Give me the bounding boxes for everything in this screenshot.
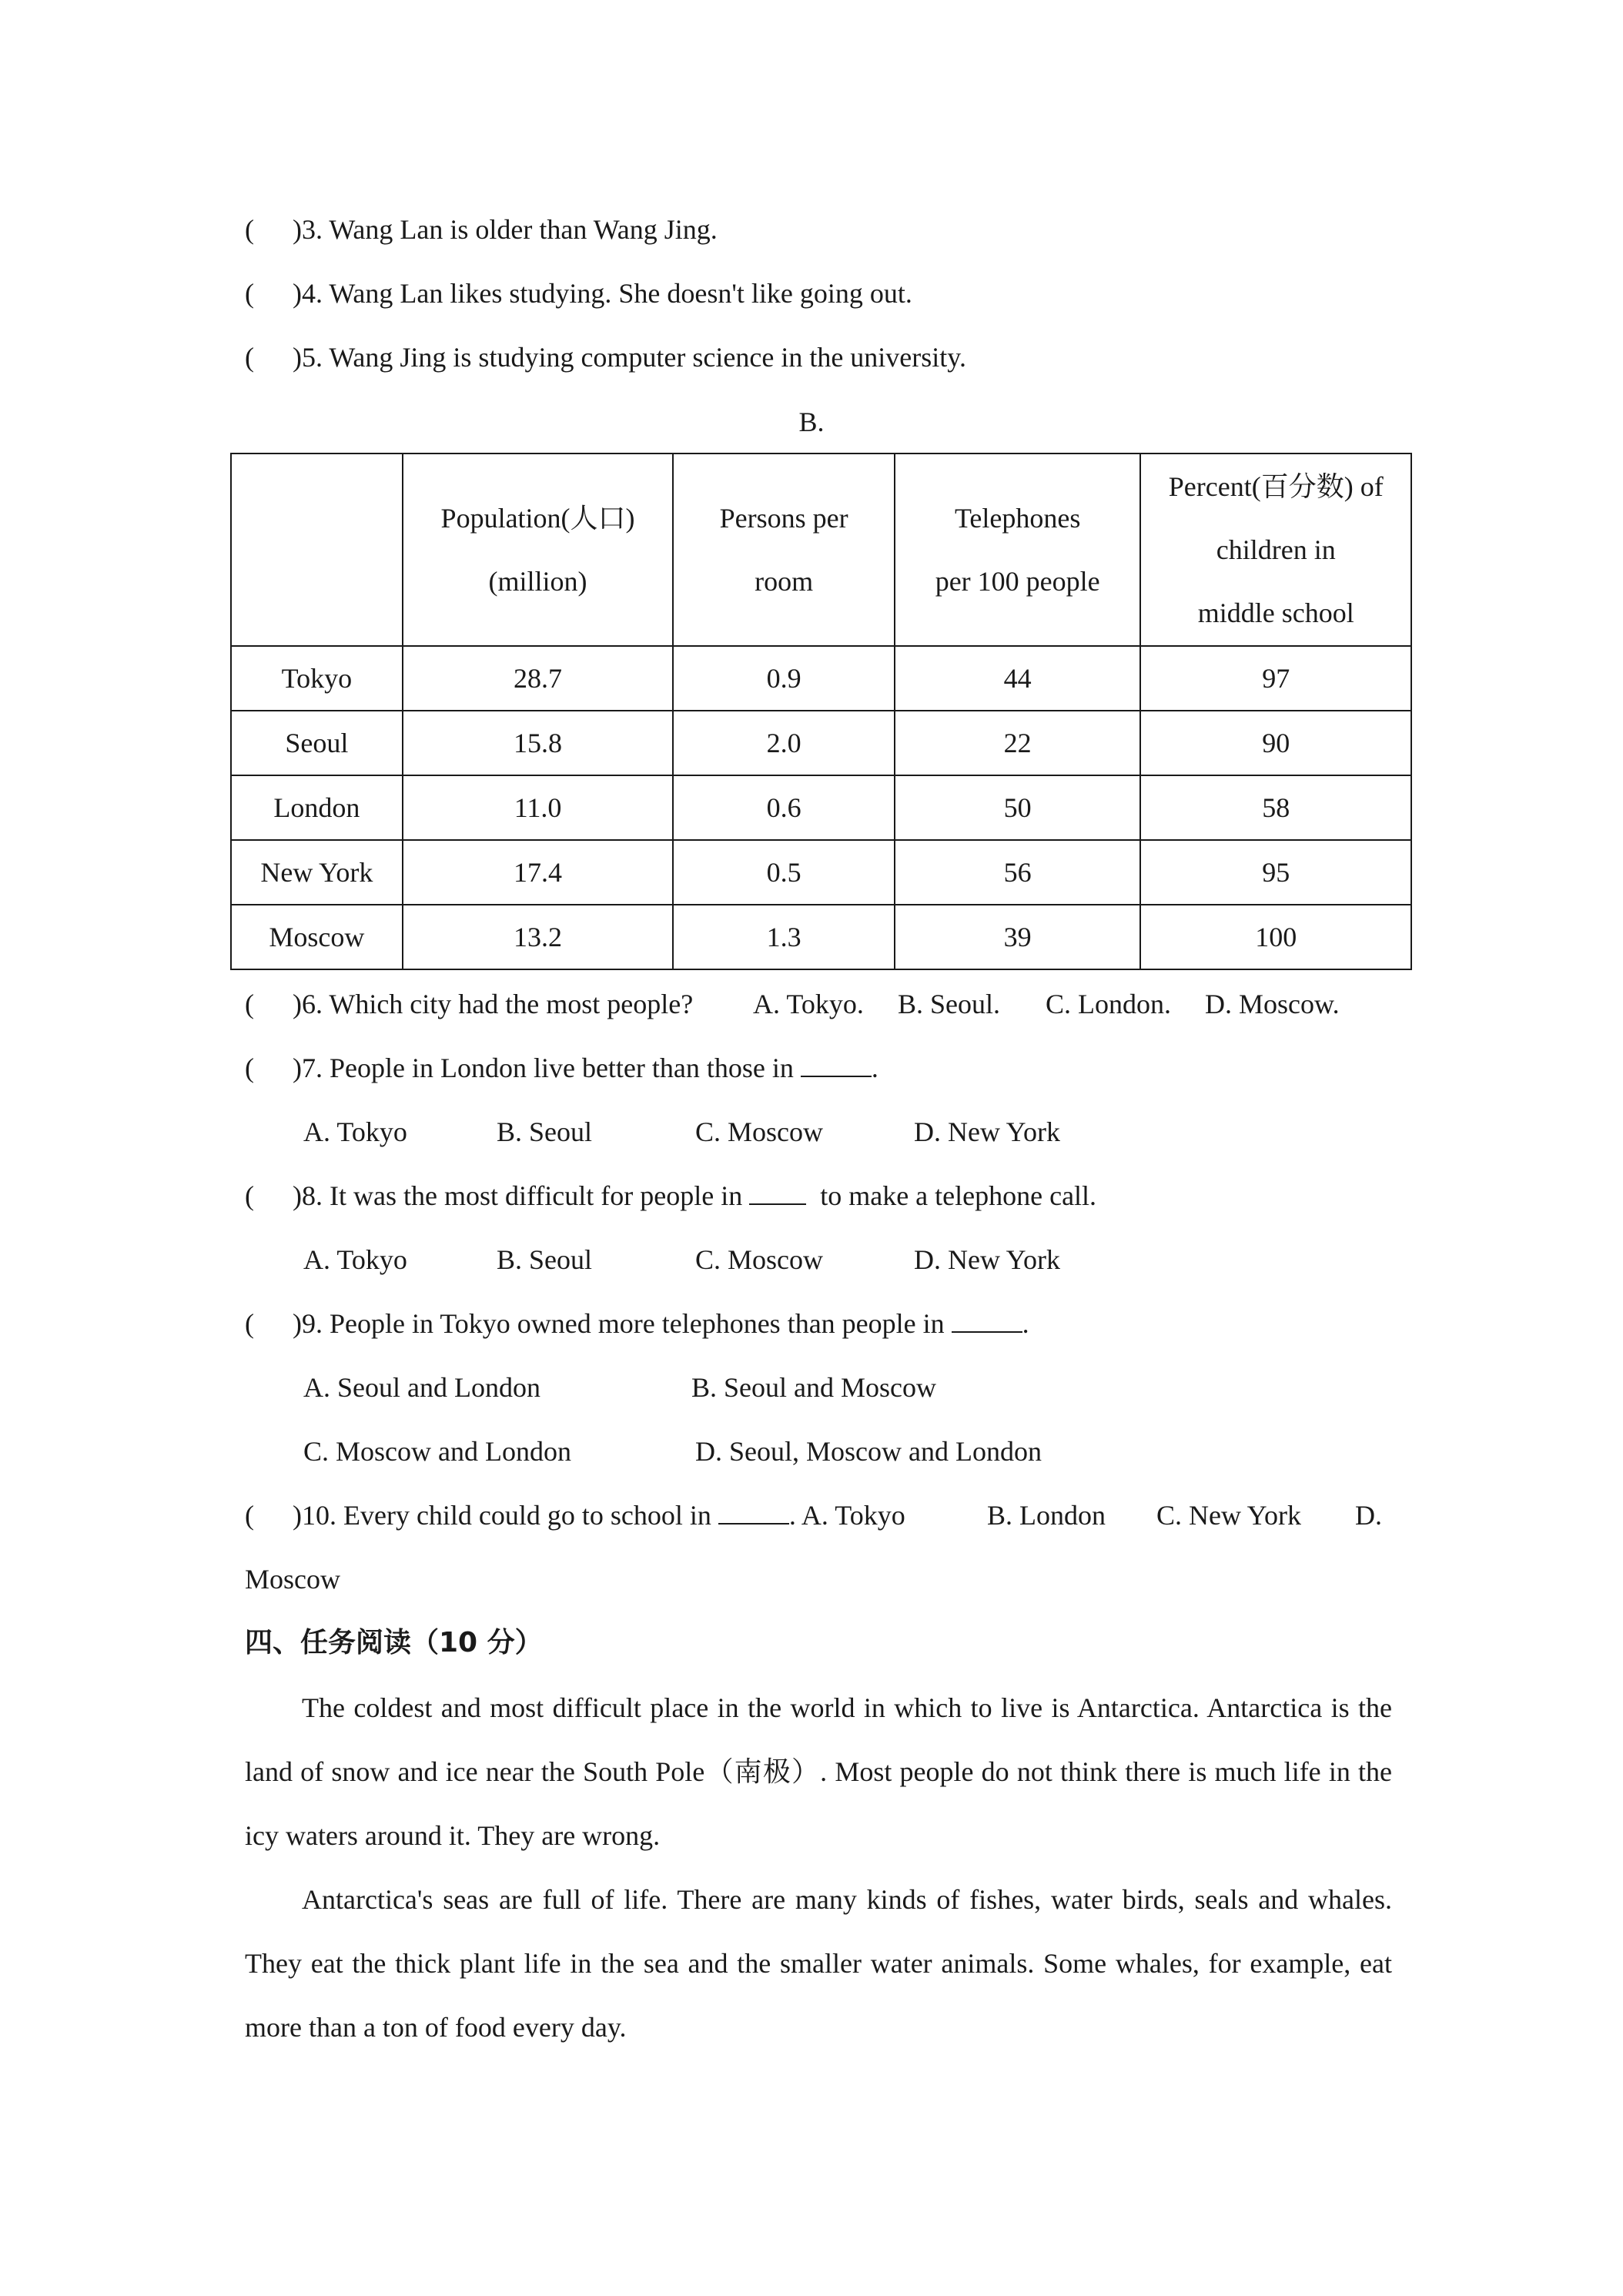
table-cell: 15.8 <box>403 711 674 775</box>
table-cell: 50 <box>895 775 1141 840</box>
table-row <box>231 905 1411 969</box>
question-text: )7. People in London live better than those in <box>293 1053 794 1083</box>
answer-paren[interactable]: ( <box>245 1500 254 1531</box>
q9-option-a[interactable]: A. Seoul and London <box>303 1372 540 1403</box>
answer-paren[interactable]: ( <box>245 214 254 245</box>
table-cell-city: Seoul <box>231 711 403 775</box>
table-cell: 58 <box>1140 775 1411 840</box>
table-header-population: Population(人口) (million) <box>403 454 674 646</box>
q9-option-c[interactable]: C. Moscow and London <box>303 1436 571 1467</box>
table-cell: 95 <box>1140 840 1411 905</box>
q10-option-d[interactable]: D. <box>1355 1500 1382 1531</box>
answer-paren[interactable]: ( <box>245 1308 254 1339</box>
table-cell: 2.0 <box>673 711 895 775</box>
table-header-row <box>231 454 1411 646</box>
q6-option-c[interactable]: C. London. <box>1046 989 1172 1019</box>
question-10 <box>245 1497 905 1534</box>
table-cell-city: London <box>231 775 403 840</box>
table-cell-city: Tokyo <box>231 646 403 711</box>
table-cell: 0.6 <box>673 775 895 840</box>
table-header-cell-empty <box>231 454 403 646</box>
table-cell-city: Moscow <box>231 905 403 969</box>
q6-option-d[interactable]: D. Moscow. <box>1205 989 1340 1019</box>
table-cell: 56 <box>895 840 1141 905</box>
section-heading: 四、任务阅读（10 分） <box>245 1627 543 1658</box>
table-cell: 0.9 <box>673 646 895 711</box>
answer-paren[interactable]: ( <box>245 278 254 309</box>
answer-paren[interactable]: ( <box>245 342 254 373</box>
question-text: )3. Wang Lan is older than Wang Jing. <box>293 214 718 245</box>
question-text: )8. It was the most difficult for people in <box>293 1180 743 1211</box>
answer-blank[interactable] <box>718 1498 789 1525</box>
q6-option-b[interactable]: B. Seoul. <box>898 989 1001 1019</box>
table-cell: 28.7 <box>403 646 674 711</box>
q9-option-d[interactable]: D. Seoul, Moscow and London <box>695 1436 1042 1467</box>
q8-option-b[interactable]: B. Seoul <box>497 1244 593 1275</box>
question-5 <box>245 339 966 376</box>
question-text: )4. Wang Lan likes studying. She doesn't like going out. <box>293 278 912 309</box>
q8-option-a[interactable]: A. Tokyo <box>303 1244 407 1275</box>
table-cell-city: New York <box>231 840 403 905</box>
q7-option-c[interactable]: C. Moscow <box>695 1116 824 1147</box>
table-cell: 39 <box>895 905 1141 969</box>
reading-paragraph: Antarctica's seas are full of life. There are many kinds of fishes, water birds, seals and whales. They eat the thick plant life in the sea and the smaller water animals. Some whales, for example, eat more than a ton of food every day. <box>245 1884 1392 2043</box>
table-header-persons-per-room: Persons per room <box>673 454 895 646</box>
table-cell: 22 <box>895 711 1141 775</box>
table-cell: 0.5 <box>673 840 895 905</box>
question-8: ( )8. It was the most difficult for people in to make a telephone call. <box>245 1180 1097 1211</box>
question-4 <box>245 275 912 312</box>
table-row <box>231 646 1411 711</box>
city-data-table <box>230 453 1412 970</box>
table-header-percent-children: Percent(百分数) of children in middle school <box>1140 454 1411 646</box>
table-cell: 44 <box>895 646 1141 711</box>
question-text: )5. Wang Jing is studying computer science in the university. <box>293 342 966 373</box>
answer-paren[interactable]: ( <box>245 1180 254 1211</box>
table-cell: 97 <box>1140 646 1411 711</box>
answer-blank[interactable] <box>749 1179 806 1205</box>
question-3 <box>245 211 718 248</box>
q6-option-a[interactable]: A. Tokyo. <box>753 989 864 1019</box>
q7-option-a[interactable]: A. Tokyo <box>303 1116 407 1147</box>
answer-paren[interactable]: ( <box>245 1053 254 1083</box>
table-row <box>231 775 1411 840</box>
q9-option-b[interactable]: B. Seoul and Moscow <box>691 1372 936 1403</box>
answer-blank[interactable] <box>952 1307 1022 1333</box>
q8-option-d[interactable]: D. New York <box>914 1244 1061 1275</box>
section-b-label: B. <box>798 407 825 437</box>
question-text: )9. People in Tokyo owned more telephones than people in <box>293 1308 945 1339</box>
reading-paragraph: The coldest and most difficult place in the world in which to live is Antarctica. Antarctica is the land of snow and ice near the South Pole（南极）. Most people do not think there is much life in the icy waters around it. They are wrong. <box>245 1692 1392 1851</box>
table-cell: 90 <box>1140 711 1411 775</box>
question-6 <box>245 986 693 1022</box>
question-7: ( )7. People in London live better than those in . <box>245 1053 878 1083</box>
q10-option-d-wrap[interactable]: Moscow <box>245 1564 340 1595</box>
q8-option-c[interactable]: C. Moscow <box>695 1244 824 1275</box>
q10-option-c[interactable]: C. New York <box>1156 1500 1302 1531</box>
table-cell: 17.4 <box>403 840 674 905</box>
q10-option-b[interactable]: B. London <box>987 1500 1106 1531</box>
q7-option-d[interactable]: D. New York <box>914 1116 1061 1147</box>
answer-paren[interactable]: ( <box>245 989 254 1019</box>
table-header-telephones: Telephones per 100 people <box>895 454 1141 646</box>
question-text: )10. Every child could go to school in <box>293 1500 711 1531</box>
table-cell: 1.3 <box>673 905 895 969</box>
answer-blank[interactable] <box>801 1051 872 1077</box>
q10-option-a[interactable]: . A. Tokyo <box>788 1500 905 1531</box>
question-text: )6. Which city had the most people? <box>293 989 694 1019</box>
table-cell: 100 <box>1140 905 1411 969</box>
table-row <box>231 840 1411 905</box>
table-cell: 13.2 <box>403 905 674 969</box>
table-cell: 11.0 <box>403 775 674 840</box>
question-9: ( )9. People in Tokyo owned more telephones than people in . <box>245 1308 1029 1339</box>
q7-option-b[interactable]: B. Seoul <box>497 1116 593 1147</box>
table-row <box>231 711 1411 775</box>
